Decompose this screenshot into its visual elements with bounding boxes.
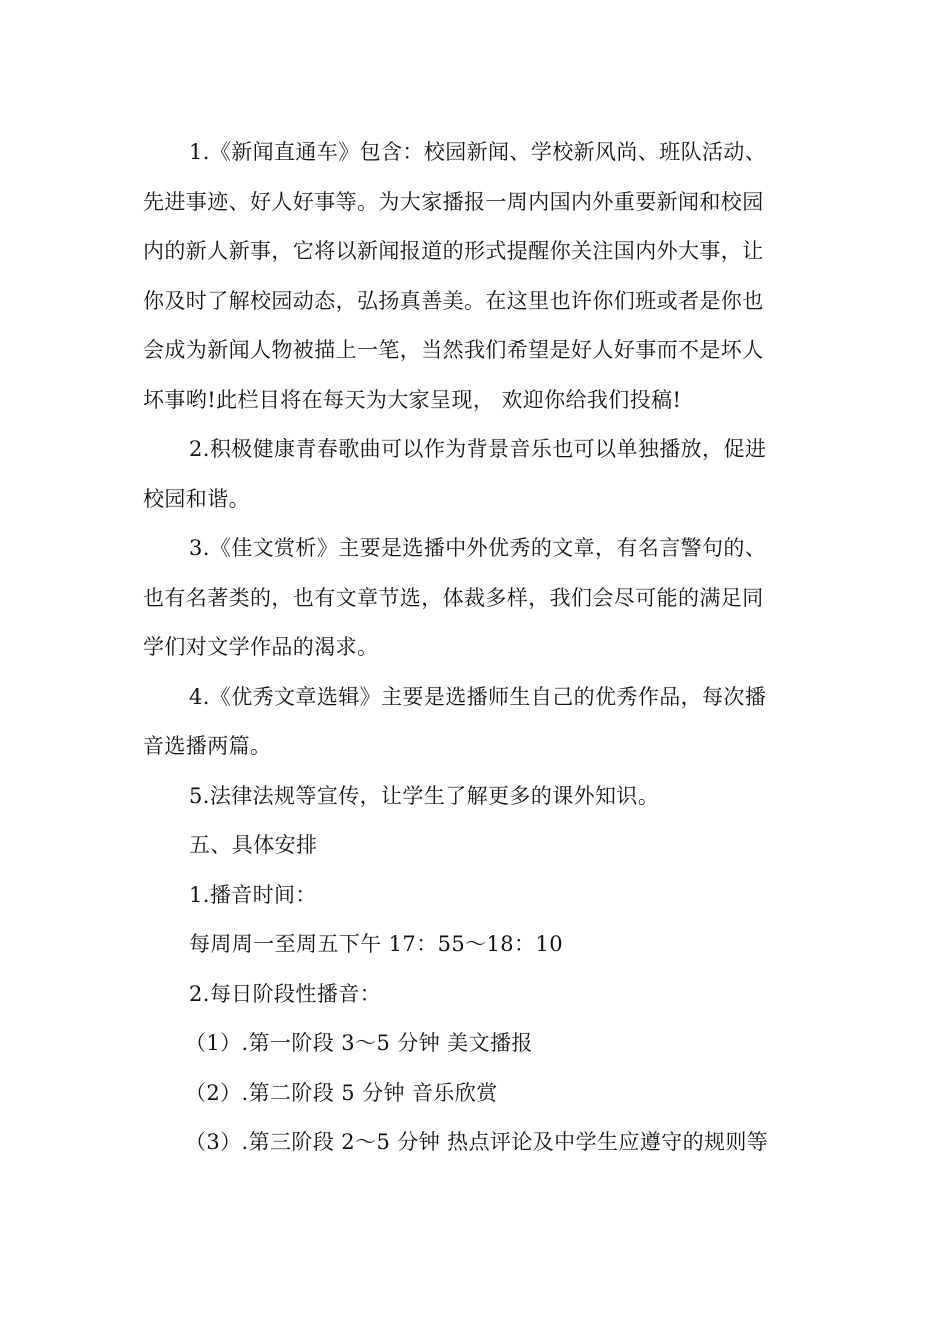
text-line: 坏事哟!此栏目将在每天为大家呈现， 欢迎你给我们投稿! [143,387,682,412]
paragraph-selected-works [143,673,809,772]
text-line: 内的新人新事，它将以新闻报道的形式提醒你关注国内外大事，让 [143,239,764,263]
schedule-item: （2）.第二阶段 5 分钟 音乐欣赏 [185,1080,498,1105]
text-line: 1.播音时间： [189,882,317,907]
text-line: 4.《优秀文章选辑》主要是选播师生自己的优秀作品，每次播 [189,684,767,709]
schedule-item: （3）.第三阶段 2～5 分钟 热点评论及中学生应遵守的规则等 [185,1130,769,1154]
document-body [143,128,809,1168]
text-line: 1.《新闻直通车》包含：校园新闻、学校新风尚、班队活动、 [189,140,767,164]
text-line: 也有名著类的，也有文章节选，体裁多样，我们会尽可能的满足同 [143,585,764,610]
paragraph-music [143,425,809,524]
section-heading: 五、具体安排 [189,833,318,857]
schedule-item: （1）.第一阶段 3～5 分钟 美文播报 [185,1031,533,1055]
paragraph-news-column [143,128,809,425]
text-line: 先进事迹、好人好事等。为大家播报一周内国内外重要新闻和校园 [143,189,764,214]
paragraph-broadcast-time-label [143,871,809,921]
text-line: 5.法律法规等宣传，让学生了解更多的课外知识。 [189,783,660,808]
text-line: 音选播两篇。 [143,734,272,758]
text-line: 校园和谐。 [143,486,250,511]
text-line: 会成为新闻人物被描上一笔，当然我们希望是好人好事而不是坏人 [143,338,764,362]
text-line: 3.《佳文赏析》主要是选播中外优秀的文章，有名言警句的、 [189,536,767,560]
text-line: 每周周一至周五下午 17：55～18：10 [189,932,563,956]
text-line: 2.每日阶段性播音： [189,981,382,1006]
text-line: 你及时了解校园动态，弘扬真善美。在这里也许你们班或者是你也 [143,288,764,313]
schedule-list [143,1019,809,1168]
section-heading-arrangement [143,821,809,871]
text-line: 2.积极健康青春歌曲可以作为背景音乐也可以单独播放，促进 [189,437,767,461]
paragraph-daily-stages-label [143,970,809,1020]
text-line: 学们对文学作品的渴求。 [143,635,379,659]
paragraph-broadcast-time [143,920,809,970]
paragraph-essay-appreciation [143,524,809,673]
paragraph-law-promotion [143,772,809,822]
